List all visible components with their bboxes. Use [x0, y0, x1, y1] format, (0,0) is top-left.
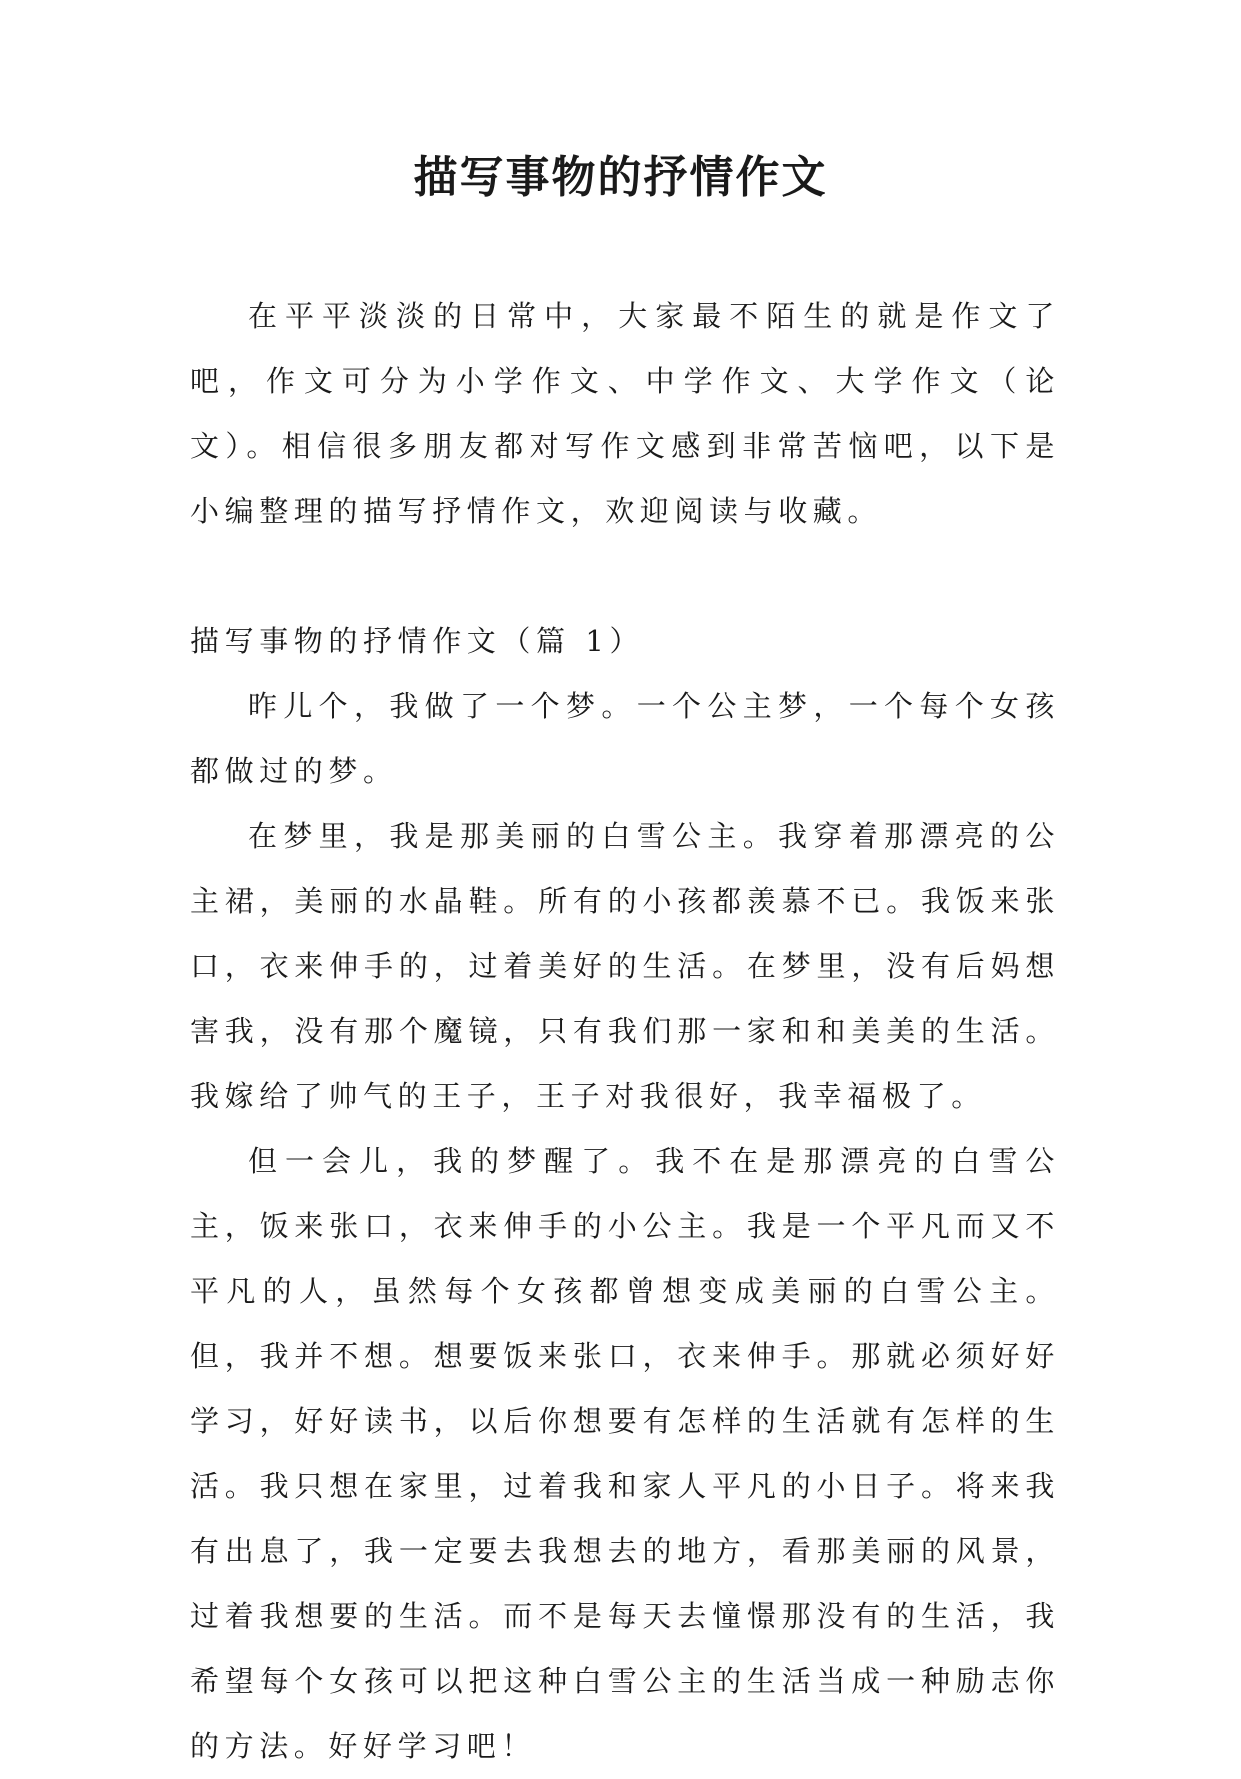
document-body [190, 284, 1060, 1779]
section-heading: 描写事物的抒情作文（篇 1） [190, 624, 645, 658]
body-paragraph-1: 昨儿个，我做了一个梦。一个公主梦，一个每个女孩都做过的梦。 [190, 689, 1060, 788]
body-paragraph-3: 但一会儿，我的梦醒了。我不在是那漂亮的白雪公主，饭来张口，衣来伸手的小公主。我是一个平凡而又不平凡的人，虽然每个女孩都曾想变成美丽的白雪公主。但，我并不想。想要饭来张口，衣来伸手。那就必须好好学习，好好读书，以后你想要有怎样的生活就有怎样的生活。我只想在家里，过着我和家人平凡的小日子。将来我有出息了，我一定要去我想去的地方，看那美丽的风景，过着我想要的生活。而不是每天去憧憬那没有的生活，我希望每个女孩可以把这种白雪公主的生活当成一种励志你的方法。好好学习吧！ [190, 1144, 1060, 1763]
intro-paragraph: 在平平淡淡的日常中，大家最不陌生的就是作文了吧，作文可分为小学作文、中学作文、大学作文（论文）。相信很多朋友都对写作文感到非常苦恼吧，以下是小编整理的描写抒情作文，欢迎阅读与收藏。 [190, 299, 1060, 528]
body-paragraph-2: 在梦里，我是那美丽的白雪公主。我穿着那漂亮的公主裙，美丽的水晶鞋。所有的小孩都羡慕不已。我饭来张口，衣来伸手的，过着美好的生活。在梦里，没有后妈想害我，没有那个魔镜，只有我们那一家和和美美的生活。我嫁给了帅气的王子，王子对我很好，我幸福极了。 [190, 819, 1060, 1113]
document-title: 描写事物的抒情作文 [413, 152, 828, 203]
